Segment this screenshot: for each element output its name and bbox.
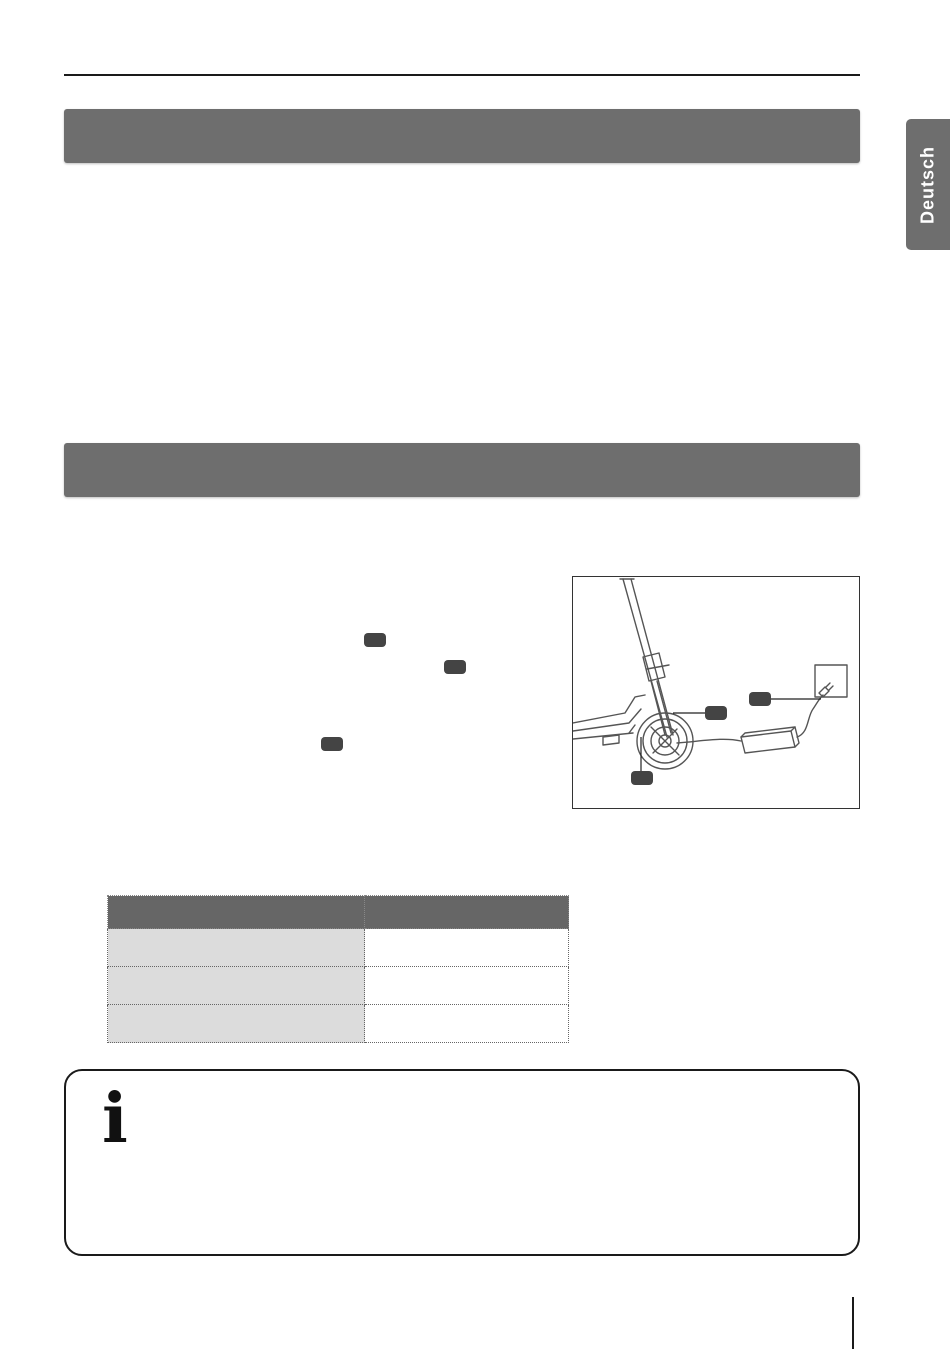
info-icon: i (102, 1079, 128, 1159)
scooter-charging-drawing (573, 577, 859, 808)
table-row (108, 1005, 569, 1043)
table-header-row (108, 896, 569, 929)
callout-marker (705, 706, 727, 720)
spec-table (107, 895, 569, 1043)
table-value-cell (365, 929, 569, 967)
header-rule (64, 74, 860, 76)
reference-marker (364, 633, 386, 647)
table-row (108, 967, 569, 1005)
callout-marker (749, 692, 771, 706)
charging-illustration (572, 576, 860, 809)
section-heading-bar-2 (64, 443, 860, 497)
info-note-box (64, 1069, 860, 1256)
table-key-cell (108, 967, 365, 1005)
table-key-cell (108, 929, 365, 967)
table-header-cell (365, 896, 569, 929)
reference-marker (444, 660, 466, 674)
table-value-cell (365, 1005, 569, 1043)
section-heading-bar-1 (64, 109, 860, 163)
language-tab-label: Deutsch (917, 145, 938, 224)
language-tab[interactable] (906, 119, 950, 250)
callout-marker (631, 771, 653, 785)
page-number-rule (852, 1297, 854, 1349)
table-header-cell (108, 896, 365, 929)
reference-marker (321, 737, 343, 751)
table-value-cell (365, 967, 569, 1005)
table-key-cell (108, 1005, 365, 1043)
table-row (108, 929, 569, 967)
